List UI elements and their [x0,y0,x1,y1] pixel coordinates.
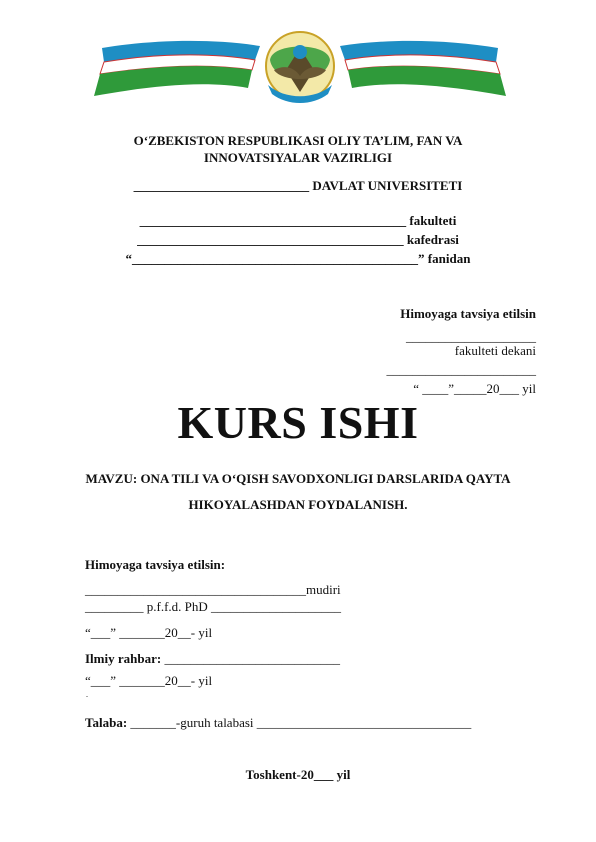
defense-heading: Himoyaga tavsiya etilsin: [85,557,226,572]
student-row [85,715,471,731]
university-line: ___________________________ DAVLAT UNIVERSITETI [133,178,463,193]
approval-signature-line: ____________________ [406,329,536,344]
subject-line: “____________________________________________” fanidan [125,251,471,266]
dean-label: fakulteti dekani [454,343,536,358]
state-emblem [266,32,334,103]
coat-of-arms-logo [90,30,510,110]
supervisor-row [85,651,340,667]
approval-heading: Himoyaga tavsiya etilsin [400,306,536,321]
faculty-line: _________________________________________ fakulteti [139,213,457,228]
stray-dot: . [86,690,88,699]
approval-date: “ ____”_____20___ yil [413,381,536,396]
ministry-line-2: INNOVATSIYALAR VAZIRLIGI [203,150,393,165]
topic-line-2: HIKOYALASHDAN FOYDALANISH. [188,497,408,512]
topic-line-1: MAVZU: ONA TILI VA O‘QISH SAVODXONLIGI DARSLARIDA QAYTA [85,471,511,486]
student-label: Talaba: [85,715,128,730]
supervisor-label: Ilmiy rahbar: [85,651,162,666]
document-title: KURS ISHI [177,397,419,448]
ministry-line-1: O‘ZBEKISTON RESPUBLIKASI OLIY TA’LIM, FAN VA [133,133,463,148]
defense-date-1: “___” _______20__- yil [85,625,213,640]
footer-city-year: Toshkent-20___ yil [245,767,351,782]
approval-signature-line-2: _______________________ [386,362,536,377]
phd-line: _________ p.f.f.d. PhD ____________________ [85,599,342,614]
head-of-department-line: __________________________________mudiri [85,582,341,597]
supervisor-line: ___________________________ [161,651,340,666]
department-line: _________________________________________ kafedrasi [137,232,459,247]
right-flag-ribbon [340,41,506,96]
student-line: _______-guruh talabasi _________________________________ [127,715,472,730]
defense-date-2: “___” _______20__- yil [85,673,213,688]
left-flag-ribbon [94,41,260,96]
